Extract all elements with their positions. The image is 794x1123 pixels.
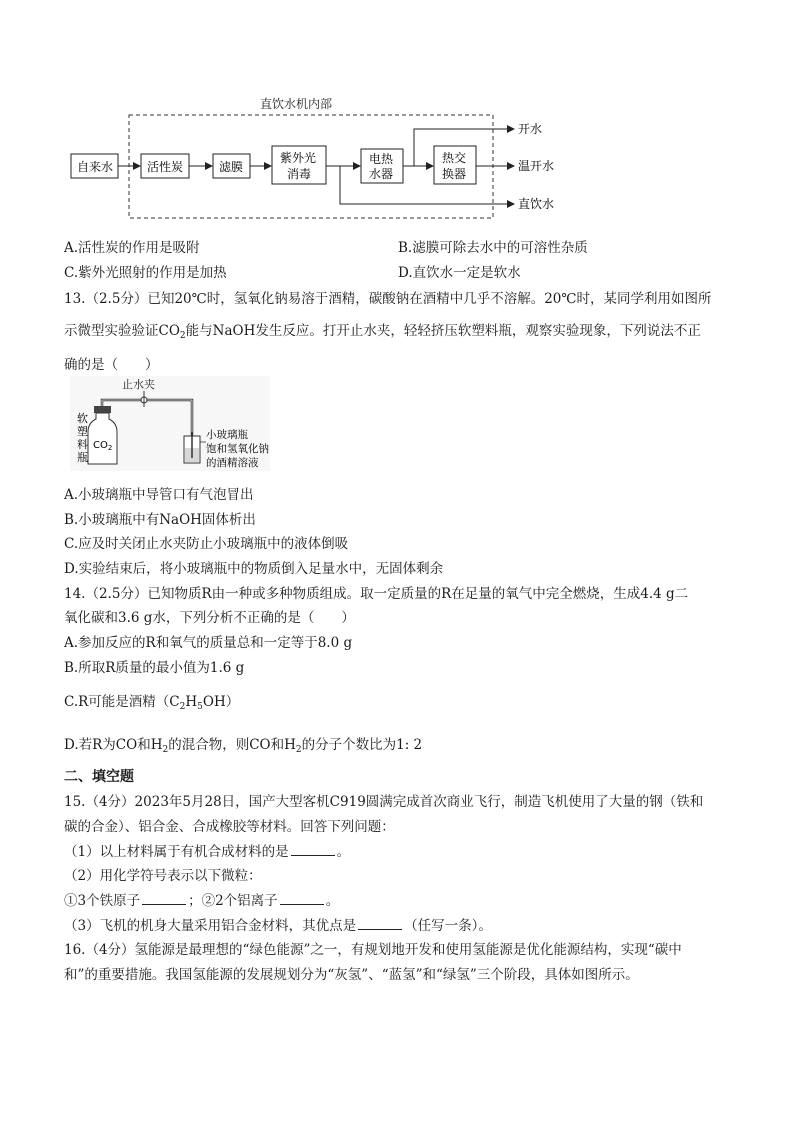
node-activated-carbon-label: 活性炭 bbox=[147, 160, 184, 174]
node-heater-label-1: 电热 bbox=[369, 152, 394, 166]
q15-sub1-text: （1）以上材料属于有机合成材料的是 bbox=[64, 844, 289, 860]
node-tap-water-label: 自来水 bbox=[77, 160, 114, 174]
q15-blank-3[interactable] bbox=[358, 917, 402, 930]
q14-option-c bbox=[64, 690, 239, 712]
q14-d-sub1: 2 bbox=[162, 745, 169, 755]
q13-stem-line1: 13.（2.5分）已知20℃时，氢氧化钠易溶于酒精，碳酸钠在酒精中几乎不溶解。20℃时，某同学利用如图所 bbox=[64, 291, 712, 307]
q13-vial-label-3: 的酒精溶液 bbox=[206, 457, 259, 469]
q14-option-d bbox=[64, 733, 422, 755]
dispenser-internal-label: 直饮水机内部 bbox=[260, 97, 333, 111]
q13-option-d: D.实验结束后，将小玻璃瓶中的物质倒入足量水中，无固体剩余 bbox=[64, 561, 444, 577]
q14-d-pre: D.若R为CO和H bbox=[64, 737, 163, 753]
q14-d-post: 的分子个数比为1: 2 bbox=[301, 737, 423, 753]
q14-c-sub2: 5 bbox=[197, 702, 203, 712]
q16-stem-line1: 16.（4分）氢能源是最理想的“绿色能源”之一，有规划地开发和使用氢能源是优化能源结构，实现“碳中 bbox=[64, 942, 682, 958]
q13-line2-post: 能与NaOH发生反应。打开止水夹，轻轻挤压软塑料瓶，观察实验现象，下列说法不正 bbox=[185, 323, 701, 339]
q13-option-a: A.小玻璃瓶中导管口有气泡冒出 bbox=[64, 487, 254, 503]
q14-stem-line1: 14.（2.5分）已知物质R由一种或多种物质组成。取一定质量的R在足量的氧气中完全燃烧，生成4.4 g二 bbox=[64, 586, 689, 602]
q15-sub3-text: （3）飞机的机身大量采用铝合金材料，其优点是 bbox=[64, 918, 357, 934]
q15-blank-2a[interactable] bbox=[142, 892, 186, 905]
q12-option-b: B.滤膜可除去水中的可溶性杂质 bbox=[398, 240, 588, 256]
soft-bottle-cap-icon bbox=[94, 406, 111, 413]
q15-blank-2b[interactable] bbox=[280, 892, 324, 905]
q14-stem-line2: 氧化碳和3.6 g水，下列分析不正确的是（ ） bbox=[64, 610, 355, 626]
q15-stem-line1: 15.（4分）2023年5月28日，国产大型客机C919圆满完成首次商业飞行，制造飞机使用了大量的钢（铁和 bbox=[64, 794, 704, 810]
q15-sub2-items bbox=[64, 889, 339, 909]
q15-sub3-end: （任写一条）。 bbox=[404, 918, 492, 934]
q14-c-mid: H bbox=[185, 694, 198, 710]
q13-option-b: B.小玻璃瓶中有NaOH固体析出 bbox=[64, 512, 256, 528]
q14-option-b: B.所取R质量的最小值为1.6 g bbox=[64, 660, 245, 676]
q13-stem-line2 bbox=[64, 319, 701, 341]
q13-soft-bottle-label-3: 料 bbox=[77, 438, 88, 451]
water-dispenser-flow-diagram bbox=[0, 0, 794, 232]
section-fill-in-blank-title: 二、填空题 bbox=[64, 769, 134, 785]
q12-option-a: A.活性炭的作用是吸附 bbox=[64, 240, 200, 256]
q13-soft-bottle-label-2: 塑 bbox=[77, 425, 88, 438]
q13-stem-line3: 确的是（ ） bbox=[64, 357, 159, 373]
q14-c-pre: C.R可能是酒精（C bbox=[64, 694, 180, 710]
node-uv-label-2: 消毒 bbox=[287, 167, 312, 181]
node-exchanger-label-1: 热交 bbox=[442, 151, 467, 165]
q13-option-c: C.应及时关闭止水夹防止小玻璃瓶中的液体倒吸 bbox=[64, 536, 349, 552]
output-direct-water: 直饮水 bbox=[518, 197, 555, 211]
q14-option-a: A.参加反应的R和氧气的质量总和一定等于8.0 g bbox=[64, 635, 353, 651]
q13-vial-label-1: 小玻璃瓶 bbox=[206, 429, 248, 441]
node-filter-membrane-label: 滤膜 bbox=[219, 160, 244, 174]
q14-d-sub2: 2 bbox=[295, 745, 302, 755]
q13-bottle-gas: $CO_2$ bbox=[93, 440, 113, 452]
q12-option-d: D.直饮水一定是软水 bbox=[398, 265, 521, 281]
q15-sub1-end: 。 bbox=[336, 844, 351, 860]
q13-line2-pre: 示微型实验验证CO bbox=[64, 323, 180, 339]
q16-stem-line2: 和”的重要措施。我国氢能源的发展规划分为“灰氢”、“蓝氢”和“绿氢”三个阶段，具体如图所示。 bbox=[64, 967, 639, 983]
q13-clamp-label: 止水夹 bbox=[122, 378, 155, 391]
q15-sub2b-text: ；②2个铝离子 bbox=[188, 893, 278, 909]
q14-c-post: OH） bbox=[202, 694, 240, 710]
q15-sub2a-text: ①3个铁原子 bbox=[64, 893, 141, 909]
q13-soft-bottle-label-4: 瓶 bbox=[77, 451, 88, 464]
node-uv-label-1: 紫外光 bbox=[280, 151, 317, 165]
output-warm-water: 温开水 bbox=[518, 159, 555, 173]
q15-blank-1[interactable] bbox=[291, 843, 335, 856]
q12-option-c: C.紫外光照射的作用是加热 bbox=[64, 265, 227, 281]
q13-soft-bottle-label-1: 软 bbox=[77, 412, 88, 425]
node-heater-label-2: 水器 bbox=[369, 167, 394, 181]
node-exchanger-label-2: 换器 bbox=[442, 167, 467, 181]
q13-apparatus-figure bbox=[70, 376, 270, 471]
q13-co2-subscript: 2 bbox=[179, 331, 186, 341]
q15-sub2b-end: 。 bbox=[325, 893, 340, 909]
q14-d-mid: 的混合物，则CO和H bbox=[168, 737, 296, 753]
q15-sub2: （2）用化学符号表示以下微粒： bbox=[64, 868, 262, 884]
q15-sub3 bbox=[64, 914, 492, 934]
q14-c-sub1: 2 bbox=[179, 702, 186, 712]
q15-sub1 bbox=[64, 840, 350, 860]
q13-vial-label-2: 饱和氢氧化钠 bbox=[206, 443, 269, 455]
output-boiling-water: 开水 bbox=[518, 122, 543, 136]
q15-stem-line2: 碳的合金）、铝合金、合成橡胶等材料。回答下列问题： bbox=[64, 819, 395, 835]
